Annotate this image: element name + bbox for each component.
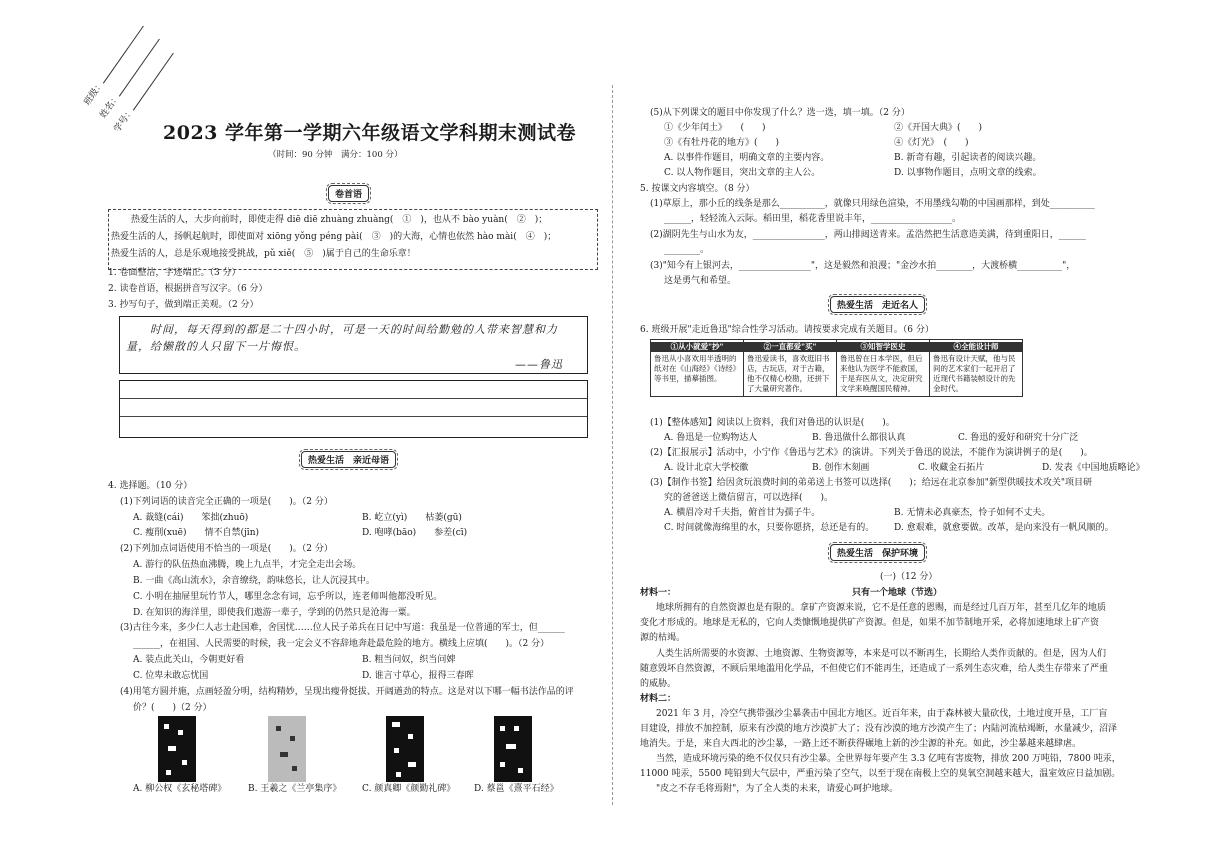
writing-line[interactable] <box>120 417 587 434</box>
q4-5-item-2[interactable]: ②《开国大典》( ) <box>894 123 983 133</box>
preface-line-1: 热爱生活的人，大步向前时，即使走得 diē diē zhuàng zhuàng( ① )，也从不 bào yuàn( ② )； <box>131 215 548 225</box>
banner-preface: 卷首语 <box>328 185 369 202</box>
question-5: 5. 按课文内容填空。（8 分） <box>640 184 755 194</box>
material-1-p1-line-1: 地球所拥有的自然资源也是有限的。拿矿产资源来说，它不是任意的恩赐，而是经过几百万年，甚至几亿年的地质 <box>656 603 1107 613</box>
right-page <box>612 0 1226 867</box>
banner-native-language: 热爱生活 亲近母语 <box>301 451 396 468</box>
q4-2-option-d[interactable]: D. 在知识的海洋里，即使我们遨游一辈子，学到的仍然只是沧海一粟。 <box>133 608 416 618</box>
q4-3-option-a[interactable]: A. 装点此关山，今朝更好看 <box>133 655 245 665</box>
copy-text-line-1: 时间，每天得到的都是二十四小时，可是一天的时间给勤勉的人带来智慧和力 <box>150 323 558 336</box>
q6-1-option-a[interactable]: A. 鲁迅是一位购物达人 <box>664 433 758 443</box>
activity-head-2: ②一直都爱"买" <box>744 342 836 352</box>
q4-3-option-c[interactable]: C. 位卑未敢忘忧国 <box>133 671 209 681</box>
name-field[interactable]: 姓名： <box>96 34 162 121</box>
material-1-p1-line-2: 变化才形成的。地球是无私的，它向人类慷慨地提供矿产资源。但是，如果不加节制地开采，必将加速地球上矿产资 <box>640 618 1100 628</box>
question-4-3-line-1: (3)古往今来，多少仁人志士赴国难，舍国忧……位人民子弟兵在日记中写道：我虽是一位普通的军士，但______ <box>120 623 565 633</box>
banner-famous-people: 热爱生活 走近名人 <box>830 296 925 313</box>
question-5-1-line-2: ______，轻轻流入云际。稻田里，稻花香里说丰年，__________________。 <box>664 214 962 224</box>
q4-4-option-d[interactable]: D. 蔡邕《熹平石经》 <box>474 784 559 794</box>
activity-card-2 <box>744 340 837 397</box>
question-4-4-line-2: 价？( )（2 分） <box>133 703 212 713</box>
material-2-p1-line-3: 地消失。于是，来自大西北的沙尘暴，一路上还不断获得碾地上新的沙尘源的补充。如此，沙尘暴越来越肆虐。 <box>640 739 1082 749</box>
question-4-5: (5)从下列课文的题目中你发现了什么？选一选，填一填。（2 分） <box>650 108 910 118</box>
q4-3-option-d[interactable]: D. 谁言寸草心，报得三春晖 <box>362 671 474 681</box>
q4-1-option-b[interactable]: B. 屹立(yì) 枯萎(gū) <box>362 513 462 523</box>
question-1: 1. 卷面整洁，字迹端正。（3 分） <box>108 268 241 278</box>
activity-text-3: 鲁迅曾在日本学医，但后来他认为医学不能救国，于是弃医从文，决定研究文学来唤醒国民精神。 <box>840 354 923 393</box>
question-6: 6. 班级开展"走近鲁迅"综合性学习活动。请按要求完成有关题目。（6 分） <box>640 325 934 335</box>
activity-text-4: 鲁迅有设计天赋，他与民间的艺术家们一起开启了近现代书籍装帧设计的先金时代。 <box>933 354 1016 393</box>
q6-3-option-b[interactable]: B. 无情未必真豪杰，怜子如何不丈夫。 <box>894 508 1051 518</box>
q6-2-option-c[interactable]: C. 收藏金石拓片 <box>918 463 985 473</box>
material-2-quote: "皮之不存毛将焉附"，为了全人类的未来，请爱心呵护地球。 <box>656 784 899 794</box>
q6-2-option-a[interactable]: A. 设计北京大学校徽 <box>664 463 749 473</box>
q6-2-option-b[interactable]: B. 创作木刻画 <box>812 463 870 473</box>
writing-line[interactable] <box>120 399 587 417</box>
activity-text-2: 鲁迅爱读书，喜欢逛旧书店，古玩店，对于古籍，他不仅精心校勘，还拼下了大量研究著作。 <box>747 354 830 393</box>
q6-3-option-d[interactable]: D. 愈艰难，就愈要做。改革，是向来没有一帆风顺的。 <box>894 523 1114 533</box>
activity-card-4 <box>930 340 1023 397</box>
material-1-label: 材料一： <box>640 588 677 598</box>
q4-2-option-c[interactable]: C. 小明在抽屉里玩竹节人，哪里念念有词，忘乎所以，连老师叫他都没听见。 <box>133 592 443 602</box>
q4-5-option-a[interactable]: A. 以事件作题目，明确文章的主要内容。 <box>664 153 830 163</box>
material-2-p2-line-2: 11000 吨汞，5500 吨铅到大气层中，严重污染了空气，以至于现在南极上空的臭氧空洞越来越大，温室效应日益加剧。 <box>640 769 1121 779</box>
material-1-p2-line-3: 的威胁。 <box>640 679 677 689</box>
calligraphy-image-c <box>386 716 424 782</box>
class-field[interactable]: 班级： <box>80 21 146 108</box>
q4-5-option-d[interactable]: D. 以事物作题目，点明文章的线索。 <box>894 168 1042 178</box>
activity-head-3: ③知智学医史 <box>837 342 929 352</box>
material-2-p2-line-1: 当然，造成环境污染的绝不仅仅只有沙尘暴。全世界每年要产生 3.3 亿吨有害废物，排放 200 万吨铅，7800 吨汞， <box>656 754 1121 764</box>
material-1-p1-line-3: 源的枯竭。 <box>640 633 686 643</box>
question-4-3-line-2: ______，在祖国、人民需要的时候，我一定会义不容辞地奔赴最危险的地方。横线上应填( )。（2 分） <box>133 639 550 649</box>
material-1-p2-line-2: 随意毁坏自然资源，不顾后果地滥用化学品，不但使它们不能再生，还造成了一系列生态灾难，给人类生存带来了严重 <box>640 664 1109 674</box>
question-2: 2. 读卷首语，根据拼音写汉字。（6 分） <box>108 284 268 294</box>
q4-2-option-b[interactable]: B. 一曲《高山流水》，余音缭绕，韵味悠长，让人沉浸其中。 <box>133 576 375 586</box>
copy-text-line-2: 量，给懒散的人只留下一片悔恨。 <box>126 340 306 353</box>
q4-3-option-b[interactable]: B. 粗当问奴，织当问婢 <box>362 655 456 665</box>
q6-3-option-c[interactable]: C. 时间就像海绵里的水，只要你愿挤，总还是有的。 <box>664 523 875 533</box>
question-6-3-line-2: 究的爸爸送上微信留言，可以选择( )。 <box>664 493 834 503</box>
part-one-heading: (一)（12 分） <box>880 572 938 582</box>
calligraphy-image-b <box>268 716 306 782</box>
exam-subtitle: （时间：90 分钟 满分：100 分） <box>268 150 403 160</box>
student-id-field[interactable]: 学号： <box>110 48 176 135</box>
q6-1-option-c[interactable]: C. 鲁迅的爱好和研究十分广泛 <box>958 433 1079 443</box>
question-5-3-line-2: 这是勇气和希望。 <box>664 276 737 286</box>
copy-author: ——鲁迅 <box>515 358 563 371</box>
q4-5-item-1[interactable]: ①《少年闰土》 ( ) <box>664 123 766 133</box>
q4-5-option-c[interactable]: C. 以人物作题目，突出文章的主人公。 <box>664 168 821 178</box>
question-4-1: (1)下列词语的读音完全正确的一项是( )。（2 分） <box>120 497 333 507</box>
q4-1-option-c[interactable]: C. 瘦削(xuē) 情不自禁(jīn) <box>133 528 259 538</box>
activity-card-1 <box>651 340 744 397</box>
material-1-p2-line-1: 人类生活所需要的水资源、土地资源、生物资源等，本来是可以不断再生，长期给人类作贡献的。但是，因为人们 <box>656 649 1107 659</box>
question-3: 3. 抄写句子，做到端正美观。（2 分） <box>108 300 259 310</box>
q4-1-option-d[interactable]: D. 咆哮(bāo) 参差(cī) <box>362 528 468 538</box>
material-1-title: 只有一个地球（节选） <box>852 588 943 598</box>
material-2-p1-line-1: 2021 年 3 月，冷空气携带强沙尘暴袭击中国北方地区。近百年来，由于森林被大量砍伐，土地过度开垦，工厂盲 <box>656 709 1108 719</box>
q6-3-option-a[interactable]: A. 横眉冷对千夫指，俯首甘为孺子牛。 <box>664 508 821 518</box>
question-5-1-line-1: (1)草原上，那小丘的线条是那么__________，就像只用绿色渲染，不用墨线勾勒的中国画那样，到处__________ <box>650 199 1095 209</box>
q4-4-option-c[interactable]: C. 颜真卿《颜勤礼碑》 <box>362 784 456 794</box>
preface-line-2: 热爱生活的人，扬帆起航时，即使面对 xiōng yǒng péng pài( ③ )的大海，心情也依然 hào mài( ④ )； <box>111 232 557 242</box>
activity-table <box>650 339 1023 397</box>
banner-environment: 热爱生活 保护环境 <box>830 544 925 561</box>
activity-text-1: 鲁迅从小喜欢用半透明的纸对在《山海经》《诗经》等书里，描摹插图。 <box>654 354 737 383</box>
q6-1-option-b[interactable]: B. 鲁迅做什么都很认真 <box>812 433 906 443</box>
q4-1-option-a[interactable]: A. 裁缝(cái) 笨拙(zhuō) <box>133 513 249 523</box>
copy-writing-area[interactable] <box>119 380 588 438</box>
question-6-3-line-1: (3)【制作书签】给因贪玩浪费时间的弟弟送上书签可以选择( )；给远在北京参加"新型供暖技术攻关"项目研 <box>650 478 1093 488</box>
q4-2-option-a[interactable]: A. 游行的队伍热血沸腾，晚上九点半，才完全走出会场。 <box>133 560 362 570</box>
q4-5-item-3[interactable]: ③《有牡丹花的地方》( ) <box>664 138 780 148</box>
question-5-2-line-2: ________。 <box>664 245 710 255</box>
preface-box <box>108 209 598 270</box>
preface-line-3: 热爱生活的人，总是乐观地接受挑战，pǔ xiě( ⑤ )属于自己的生命乐章！ <box>111 249 416 259</box>
q4-5-item-4[interactable]: ④《灯光》 ( ) <box>894 138 969 148</box>
calligraphy-image-d <box>494 716 532 782</box>
writing-line[interactable] <box>120 381 587 399</box>
exam-title: 2023 学年第一学期六年级语文学科期末测试卷 <box>163 122 576 144</box>
question-5-2-line-1: (2)湖阴先生与山水为友，________________，两山排闼送青来。孟浩然把生活意造美满，待到重阳日，______ <box>650 230 1086 240</box>
question-5-3-line-1: (3)"知今有上银河去，________________"，这是毅然和浪漫；"金沙水拍________，大渡桥横__________"， <box>650 261 1076 271</box>
activity-card-3 <box>837 340 930 397</box>
question-4-4-line-1: (4)用笔方圆并施，点画轻盈分明，结构精妙，呈现出瘦骨挺拔、开阔遒劲的特点。这是对以下哪一幅书法作品的评 <box>120 687 574 697</box>
material-2-label: 材料二： <box>640 694 677 704</box>
material-2-p1-line-2: 目建设，排放不加控制，原来有沙漠的地方沙漠扩大了；没有沙漠的地方沙漠产生了；内陆河流枯竭断，水量减少，沼泽 <box>640 724 1118 734</box>
q4-4-option-a[interactable]: A. 柳公权《玄秘塔碑》 <box>133 784 227 794</box>
calligraphy-image-a <box>158 716 196 782</box>
question-4-2: (2)下列加点词语使用不恰当的一项是( )。（2 分） <box>120 544 333 554</box>
q6-2-option-d[interactable]: D. 发表《中国地质略论》 <box>1042 463 1145 473</box>
question-6-1: (1)【整体感知】阅读以上资料，我们对鲁迅的认识是( )。 <box>650 418 895 428</box>
copy-source-box <box>119 316 588 374</box>
activity-head-1: ①从小就爱"抄" <box>651 342 743 352</box>
question-4: 4. 选择题。（10 分） <box>108 481 193 491</box>
left-page <box>0 0 612 867</box>
q4-4-option-b[interactable]: B. 王羲之《兰亭集序》 <box>248 784 342 794</box>
q4-5-option-b[interactable]: B. 新奇有趣，引起读者的阅读兴趣。 <box>894 153 1042 163</box>
question-6-2: (2)【汇报展示】活动中，小宁作《鲁迅与艺术》的演讲。下列关于鲁迅的说法，不能作为演讲例子的是( )。 <box>650 448 1093 458</box>
activity-head-4: ④全能设计师 <box>930 342 1022 352</box>
